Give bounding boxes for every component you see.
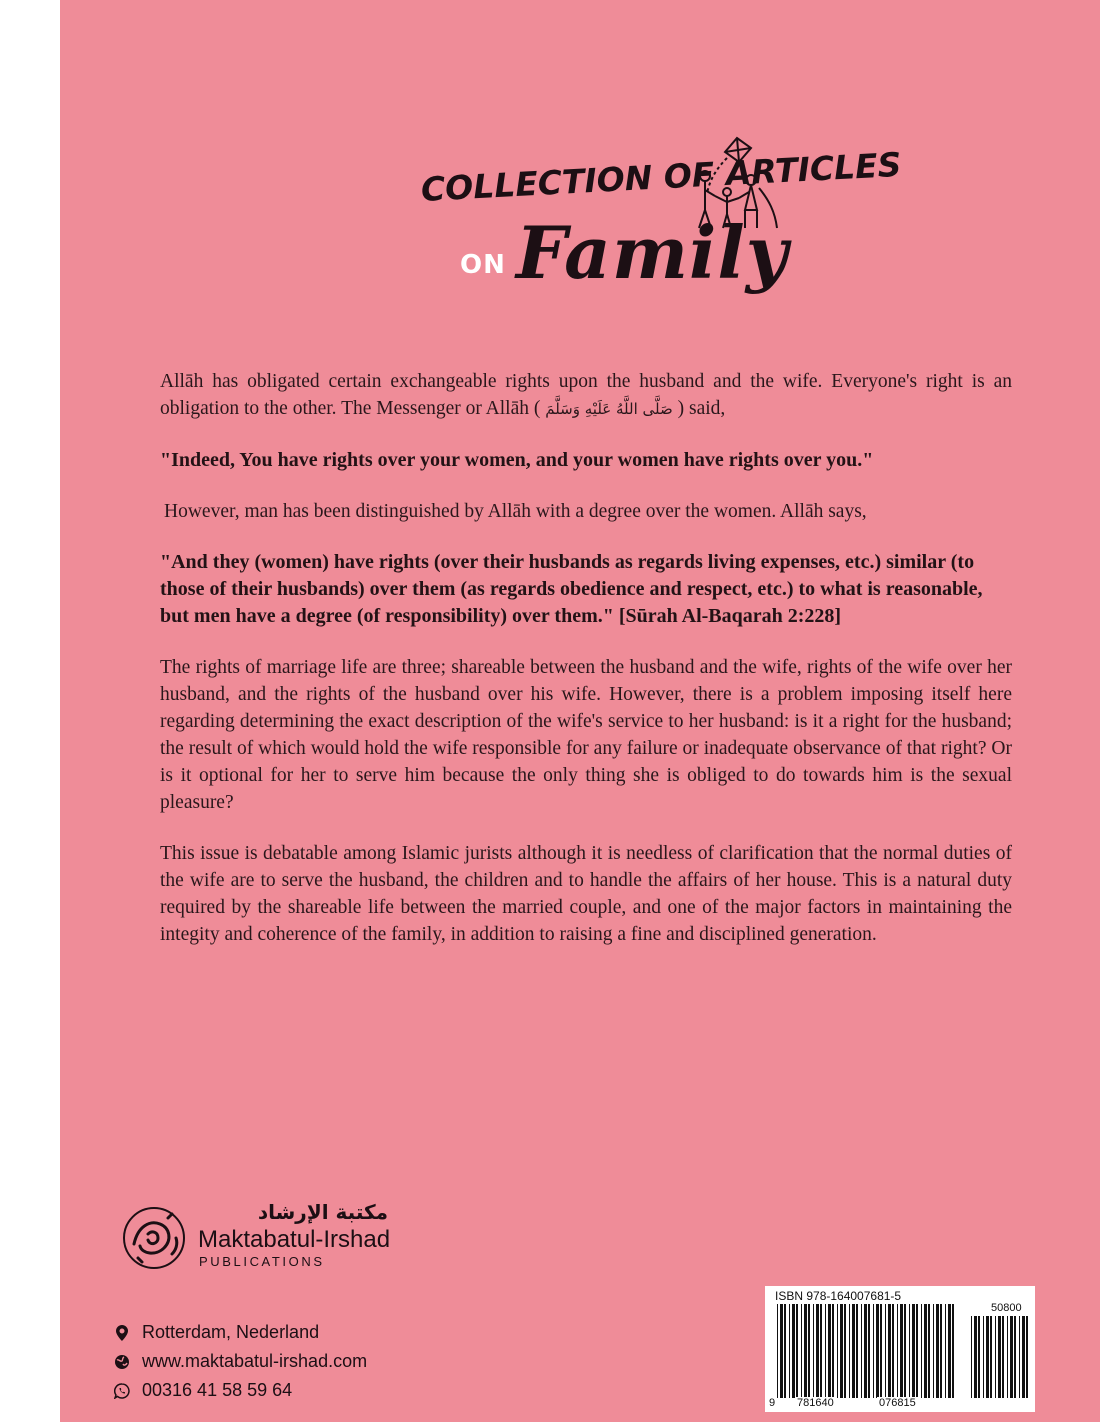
barcode-bar: [974, 1316, 977, 1398]
barcode-bar: [986, 1316, 989, 1398]
barcode-bar: [912, 1304, 915, 1398]
barcode-bar: [916, 1304, 918, 1398]
contact-info: [110, 1318, 470, 1405]
intro-text: Allāh has obligated certain exchangeable rights upon the husband and the wife. Everyone's right is an obligation to the other. The Messenger or Allāh (: [160, 371, 1012, 419]
barcode-bar: [873, 1304, 874, 1398]
barcode-bar: [801, 1304, 802, 1398]
barcode-bar: [909, 1304, 910, 1398]
contact-phone: [110, 1376, 470, 1405]
barcode-bar: [928, 1304, 930, 1398]
barcode-bar: [849, 1304, 850, 1398]
barcode-bar: [784, 1304, 786, 1398]
barcode-bar: [828, 1304, 831, 1398]
barcode-bar: [1002, 1316, 1004, 1398]
location-pin-icon: [110, 1325, 134, 1341]
barcode-digits-left: 781640: [797, 1397, 834, 1409]
barcode-bar: [990, 1316, 992, 1398]
barcode-bar: [804, 1304, 807, 1398]
publisher-block: [120, 1200, 480, 1280]
barcode-bar: [832, 1304, 834, 1398]
publisher-arabic-name: مكتبة الإرشاد: [257, 1200, 388, 1224]
barcode-bar: [816, 1304, 819, 1398]
book-back-cover: [60, 0, 1100, 1422]
barcode-bar: [978, 1316, 980, 1398]
isbn-barcode: [765, 1286, 1035, 1412]
barcode-bar: [995, 1316, 996, 1398]
barcode-bar: [880, 1304, 882, 1398]
barcode-addon-bars: [971, 1316, 1029, 1398]
barcode-bar: [1019, 1316, 1020, 1398]
barcode-bar: [792, 1304, 795, 1398]
barcode-bar: [948, 1304, 951, 1398]
calligraphy-logo-icon: [120, 1204, 188, 1272]
isbn-text: ISBN 978-164007681-5: [775, 1289, 902, 1303]
barcode-bar: [945, 1304, 946, 1398]
barcode-bar: [852, 1304, 855, 1398]
barcode-bar: [885, 1304, 886, 1398]
barcode-bar: [900, 1304, 903, 1398]
barcode-bar: [868, 1304, 870, 1398]
paragraph-rights: The rights of marriage life are three; shareable between the husband and the wife, rights of the wife over her husband, and the rights of the husband over his wife. However, there is a problem imposing itself here regarding determining the exact description of the wife's service to her husband: is it a right for the husband; the result of which would hold the wife responsible for any failure or inadequate observance of that right? Or is it optional for her to serve him because the only thing she is obliged to do towards him is the sexual pleasure?: [160, 657, 1012, 813]
barcode-digits-right: 076815: [879, 1397, 916, 1409]
barcode-bar: [998, 1316, 1001, 1398]
barcode-bar: [813, 1304, 814, 1398]
barcode-bar: [904, 1304, 906, 1398]
barcode-bars: [777, 1304, 957, 1398]
barcode-bar: [888, 1304, 891, 1398]
contact-website: [110, 1347, 470, 1376]
barcode-bar: [864, 1304, 867, 1398]
barcode-bar: [861, 1304, 862, 1398]
globe-icon: [110, 1354, 134, 1370]
barcode-bar: [1010, 1316, 1013, 1398]
barcode-bar: [936, 1304, 939, 1398]
title-block: [420, 130, 903, 310]
barcode-bar: [940, 1304, 942, 1398]
barcode-bar: [1026, 1316, 1028, 1398]
barcode-bar: [780, 1304, 783, 1398]
barcode-bar: [808, 1304, 810, 1398]
phone-text: 00316 41 58 59 64: [142, 1380, 293, 1400]
title-on: ON: [460, 250, 506, 280]
whatsapp-icon: [110, 1383, 134, 1399]
hadith-quote: "Indeed, You have rights over your women, and your women have rights over you.": [160, 449, 874, 471]
barcode-digit-first: 9: [769, 1397, 776, 1409]
blurb-text: [160, 368, 1012, 972]
barcode-bar: [1022, 1316, 1025, 1398]
paragraph-intro: [160, 368, 1012, 423]
barcode-bar: [924, 1304, 927, 1398]
barcode-bar: [856, 1304, 858, 1398]
location-text: Rotterdam, Nederland: [142, 1322, 320, 1342]
salutation-text: صَلَّى اللَّهُ عَلَيْهِ وَسَلَّمَ: [545, 400, 673, 418]
barcode-bar: [971, 1316, 972, 1398]
barcode-bar: [840, 1304, 843, 1398]
title-family: Family: [516, 210, 789, 295]
barcode-bar: [789, 1304, 790, 1398]
intro-text-end: ) said,: [677, 398, 726, 419]
barcode-bar: [983, 1316, 984, 1398]
barcode-bar: [933, 1304, 934, 1398]
title-collection-of-articles: COLLECTION OF ARTICLES: [420, 144, 903, 209]
barcode-bar: [825, 1304, 826, 1398]
barcode-bar: [1014, 1316, 1016, 1398]
barcode-bar: [796, 1304, 798, 1398]
barcode-bar: [1007, 1316, 1008, 1398]
price-code: 50800: [991, 1302, 1022, 1314]
barcode-bar: [844, 1304, 846, 1398]
barcode-bar: [820, 1304, 822, 1398]
barcode-bar: [837, 1304, 838, 1398]
barcode-bar: [921, 1304, 922, 1398]
barcode-bar: [897, 1304, 898, 1398]
paragraph-duties: This issue is debatable among Islamic jurists although it is needless of clarification that the normal duties of the wife are to serve the husband, the children and to handle the affairs of her house. This is a natural duty required by the shareable life between the married couple, and one of the major factors in maintaining the integity and coherence of the family, in addition to raising a fine and disciplined generation.: [160, 843, 1012, 945]
barcode-bar: [777, 1304, 778, 1398]
contact-location: [110, 1318, 470, 1347]
website-link[interactable]: www.maktabatul-irshad.com: [142, 1351, 368, 1371]
publisher-name: Maktabatul-Irshad: [198, 1226, 391, 1253]
quran-quote: "And they (women) have rights (over their husbands as regards living expenses, etc.) similar (to those of their husbands) over them (as regards obedience and respect, etc.) to what is reasonable, but men have a degree (of responsibility) over them." [Sūrah Al-Baqarah 2:228]: [160, 551, 983, 627]
barcode-bar: [952, 1304, 954, 1398]
paragraph-distinction: However, man has been distinguished by Allāh with a degree over the women. Allāh says,: [164, 501, 867, 522]
barcode-bar: [892, 1304, 894, 1398]
publisher-subtitle: PUBLICATIONS: [199, 1254, 325, 1269]
barcode-bar: [876, 1304, 879, 1398]
